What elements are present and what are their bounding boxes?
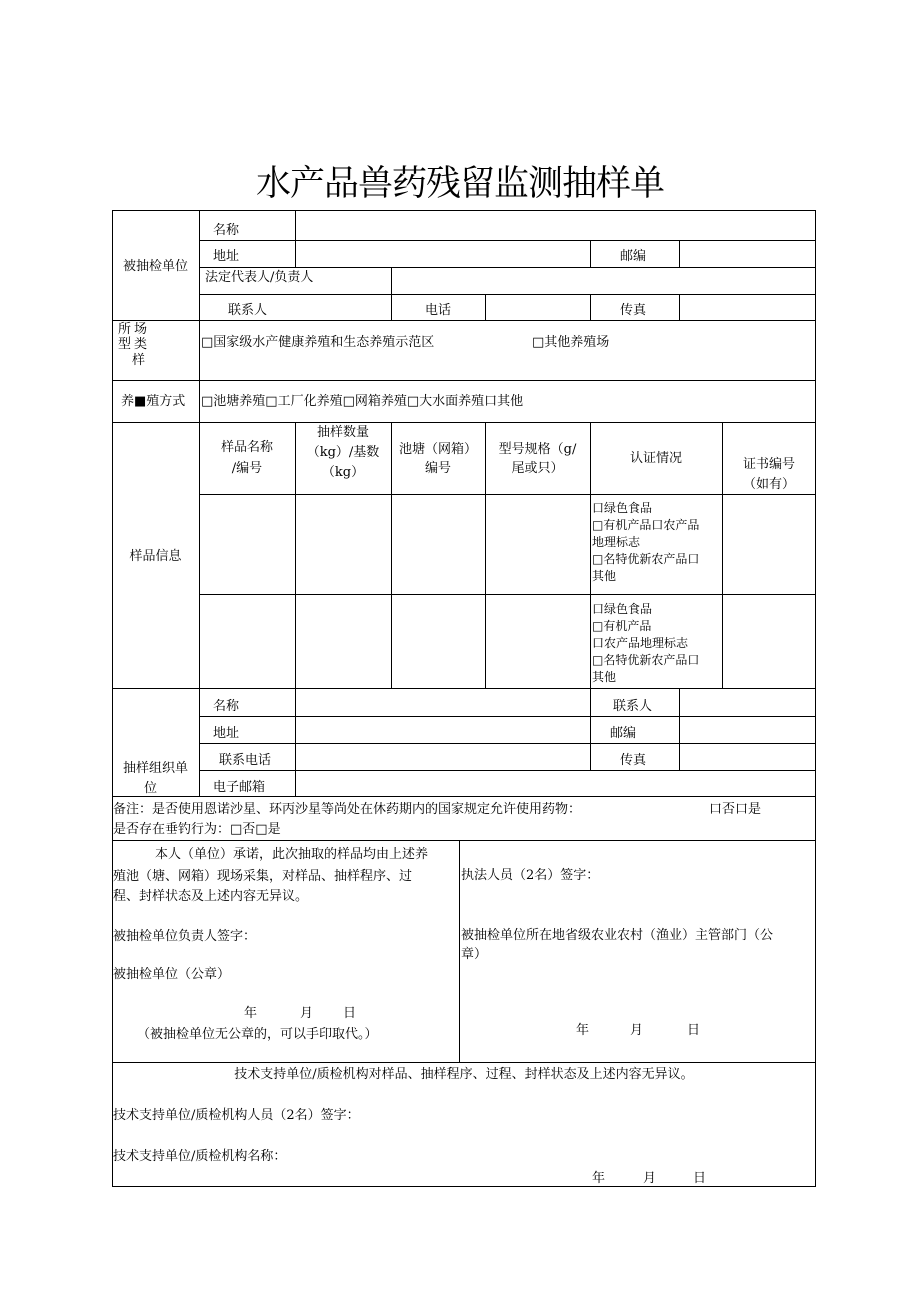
commitment-thumbprint-note: （被抽检单位无公章的，可以手印取代。） [137,1027,378,1042]
site-type-label-line3: 样 [132,353,146,368]
sampled-unit-legal-rep-label: 法定代表人/负责人 [205,270,314,285]
header-spec-line2: 尾或只） [511,461,564,476]
commitment-text-line2: 殖池（塘、网箱）现场采集，对样品、抽样程序、过 [113,869,413,884]
row2-cert-option[interactable]: 口绿色食品 [592,602,653,616]
header-quantity-line3: （kg） [321,465,365,480]
row2-cert-option[interactable]: □名特优新农产品口 [592,653,700,667]
enforcement-month: 月 [630,1023,644,1038]
site-type-option-demo-zone[interactable]: □国家级水产健康养殖和生态养殖示范区 [201,335,435,350]
farming-method-options[interactable]: □池塘养殖□工厂化养殖□网箱养殖□大水面养殖口其他 [201,394,524,409]
header-quantity-line1: 抽样数量 [316,425,369,440]
sampling-org-address-label: 地址 [213,726,240,741]
sampled-unit-label: 被抽检单位 [122,259,188,274]
header-sample-name-line1: 样品名称 [220,440,273,455]
farming-method-label: 养■殖方式 [121,394,186,409]
remarks-fishing-question[interactable]: 是否存在垂钓行为：□否□是 [113,822,281,837]
sampling-org-email-label: 电子邮箱 [213,780,266,795]
enforcement-day: 日 [687,1023,701,1038]
enforcement-signature: 执法人员（2名）签字： [461,868,600,883]
site-type-label-line1: 所场 [118,322,151,337]
enforcement-dept-line2: 章） [461,947,488,962]
row1-cert-option: 其他 [592,569,617,583]
header-pond-line1: 池塘（网箱） [398,442,477,457]
row2-cert-option[interactable]: □有机产品 [592,619,652,633]
header-sample-name-line2: /编号 [231,461,263,476]
enforcement-dept-line1: 被抽检单位所在地省级农业农村（渔业）主管部门（公 [461,928,774,943]
sampled-unit-seal: 被抽检单位（公章） [113,967,231,982]
sampling-org-label-line1: 抽样组织单 [123,761,189,776]
header-cert-number-line2: （如有） [742,477,795,492]
sampled-unit-contact-label: 联系人 [228,303,268,318]
commitment-text-line1: 本人（单位）承诺，此次抽取的样品均由上述养 [155,847,429,862]
site-type-label-line2: 型类 [118,337,151,352]
sampling-org-phone-label: 联系电话 [219,753,272,768]
tech-support-statement: 技术支持单位/质检机构对样品、抽样程序、过程、封样状态及上述内容无异议。 [234,1067,694,1082]
sampling-org-postcode-label: 邮编 [610,726,637,741]
row2-cert-option[interactable]: 口农产品地理标志 [592,636,689,650]
page-title: 水产品兽药残留监测抽样单 [255,164,664,204]
remarks-drug-options[interactable]: 口否口是 [709,802,762,817]
sampled-unit-rep-signature: 被抽检单位负责人签字： [113,929,257,944]
sampled-unit-address-label: 地址 [213,249,240,264]
header-spec-line1: 型号规格（g/ [498,442,577,457]
tech-support-name: 技术支持单位/质检机构名称： [113,1149,287,1164]
sampling-org-contact-label: 联系人 [613,699,653,714]
sampling-org-fax-label: 传真 [620,753,647,768]
header-quantity-line2: （kg）/基数 [306,445,380,460]
commitment-text-line3: 程、封样状态及上述内容无异议。 [113,889,309,904]
sampled-unit-phone-label: 电话 [425,303,452,318]
remarks-drug-question: 备注：是否使用恩诺沙星、环丙沙星等尚处在休药期内的国家规定允许使用药物： [113,802,582,817]
enforcement-year: 年 [576,1023,590,1038]
sampled-unit-fax-label: 传真 [620,303,647,318]
sampled-unit-name-label: 名称 [213,223,240,238]
sample-info-label: 样品信息 [129,549,182,564]
site-type-option-other[interactable]: □其他养殖场 [532,335,610,350]
tech-support-day: 日 [693,1171,707,1186]
commitment-month: 月 [300,1006,314,1021]
tech-support-signature: 技术支持单位/质检机构人员（2名）签字： [113,1108,360,1123]
row1-cert-option[interactable]: 口绿色食品 [592,501,653,515]
commitment-year: 年 [244,1006,258,1021]
row2-cert-option: 其他 [592,670,617,684]
header-cert-number-line1: 证书编号 [742,457,795,472]
header-pond-line2: 编号 [424,461,451,476]
row1-cert-option[interactable]: □有机产品口农产品 [592,518,700,532]
sampling-org-label-line2: 位 [144,781,158,796]
header-certification: 认证情况 [629,451,682,466]
tech-support-month: 月 [643,1171,657,1186]
tech-support-year: 年 [592,1171,606,1186]
commitment-day: 日 [343,1006,357,1021]
sampling-org-name-label: 名称 [213,699,240,714]
sampled-unit-postcode-label: 邮编 [620,249,647,264]
row1-cert-option[interactable]: □名特优新农产品口 [592,552,700,566]
row1-cert-option: 地理标志 [592,535,641,549]
